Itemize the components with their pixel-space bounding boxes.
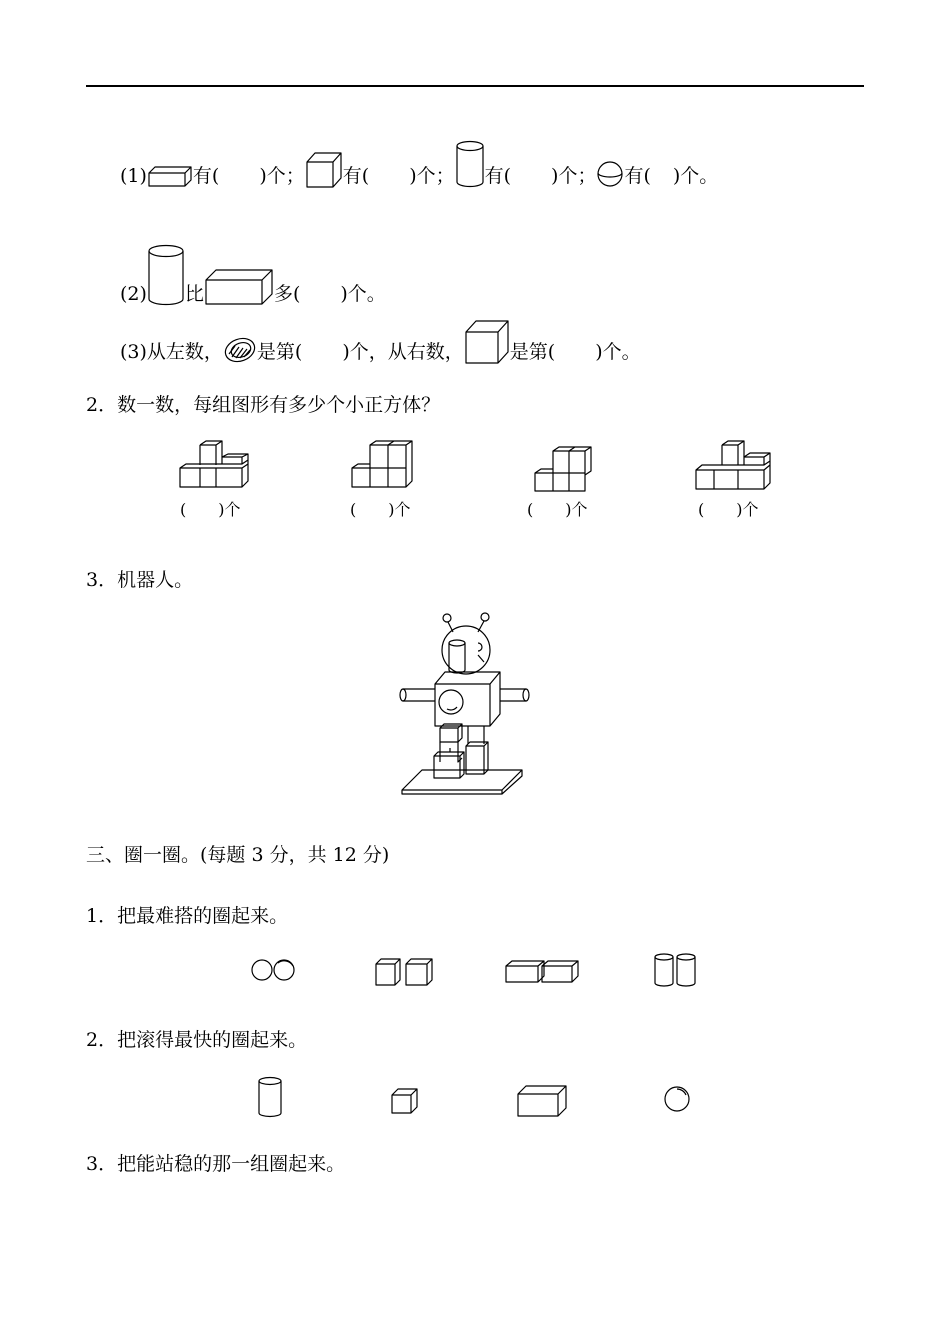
top-rule	[86, 85, 864, 87]
q2-caption-3: ( )个	[527, 500, 588, 519]
cylinder-icon	[455, 140, 485, 188]
q2-title: 2．数一数，每组图形有多少个小正方体？	[86, 394, 441, 416]
cube-stack-1	[178, 441, 250, 489]
two-spheres-icon	[250, 957, 298, 983]
q2-caption-2: ( )个	[350, 500, 411, 519]
q2-caption-1: ( )个	[180, 500, 241, 519]
two-cuboids-icon	[504, 958, 580, 984]
section3-item1-title: 1．把最难搭的圈起来。	[86, 905, 289, 927]
q1-sub3-label: (3)从左数，	[120, 341, 223, 363]
two-cylinders-icon	[652, 952, 698, 988]
q1-sub2-close: )个。	[340, 283, 386, 305]
q1-sub1-close-2: )个；	[409, 165, 455, 187]
q1-sub3	[120, 318, 641, 364]
q1-sub2	[120, 244, 386, 306]
q2-caption-4: ( )个	[698, 500, 759, 519]
q1-sub3-close2: )个。	[595, 341, 641, 363]
cylinder-icon	[147, 244, 185, 306]
sphere-icon	[596, 160, 624, 188]
sphere-icon	[662, 1084, 692, 1114]
section3-item3-title: 3．把能站稳的那一组圈起来。	[86, 1153, 346, 1175]
cube-icon	[305, 150, 343, 188]
two-cubes-icon	[374, 956, 434, 986]
q1-sub1-text-2: 有(	[342, 165, 370, 187]
q1-sub3-mid2: 是第(	[509, 341, 556, 363]
cylinder-icon	[256, 1076, 284, 1118]
q1-sub1-close-1: )个；	[259, 165, 305, 187]
q1-sub3-mid1: 是第(	[256, 341, 303, 363]
q1-sub1-label: (1)	[120, 165, 147, 187]
cube-stack-4	[694, 441, 772, 491]
q1-sub2-label: (2)	[120, 283, 147, 305]
section3-item2-title: 2．把滚得最快的圈起来。	[86, 1029, 308, 1051]
cube-icon	[390, 1087, 420, 1115]
q1-sub1-text-1: 有(	[192, 165, 220, 187]
cuboid-icon	[147, 164, 193, 188]
q1-sub2-mid: 比	[184, 283, 204, 305]
q3-title: 3．机器人。	[86, 569, 194, 591]
q1-sub1	[120, 140, 718, 188]
cuboid-icon	[204, 268, 274, 306]
q1-sub2-tail: 多(	[273, 283, 301, 305]
section3-title: 三、圈一圈。(每题 3 分，共 12 分)	[86, 844, 390, 866]
q1-sub1-close-3: )个；	[551, 165, 597, 187]
ring-icon	[223, 336, 257, 364]
q1-sub1-text-4: 有(	[624, 165, 651, 187]
cube-stack-2	[350, 441, 420, 489]
cube-stack-3	[533, 447, 593, 493]
cuboid-icon	[516, 1084, 568, 1118]
q1-sub1-close-4: )个。	[672, 165, 719, 187]
q1-sub3-close1: )个，从右数，	[342, 341, 464, 363]
robot-figure	[398, 610, 532, 794]
cube-icon	[464, 318, 510, 364]
q1-sub1-text-3: 有(	[484, 165, 512, 187]
